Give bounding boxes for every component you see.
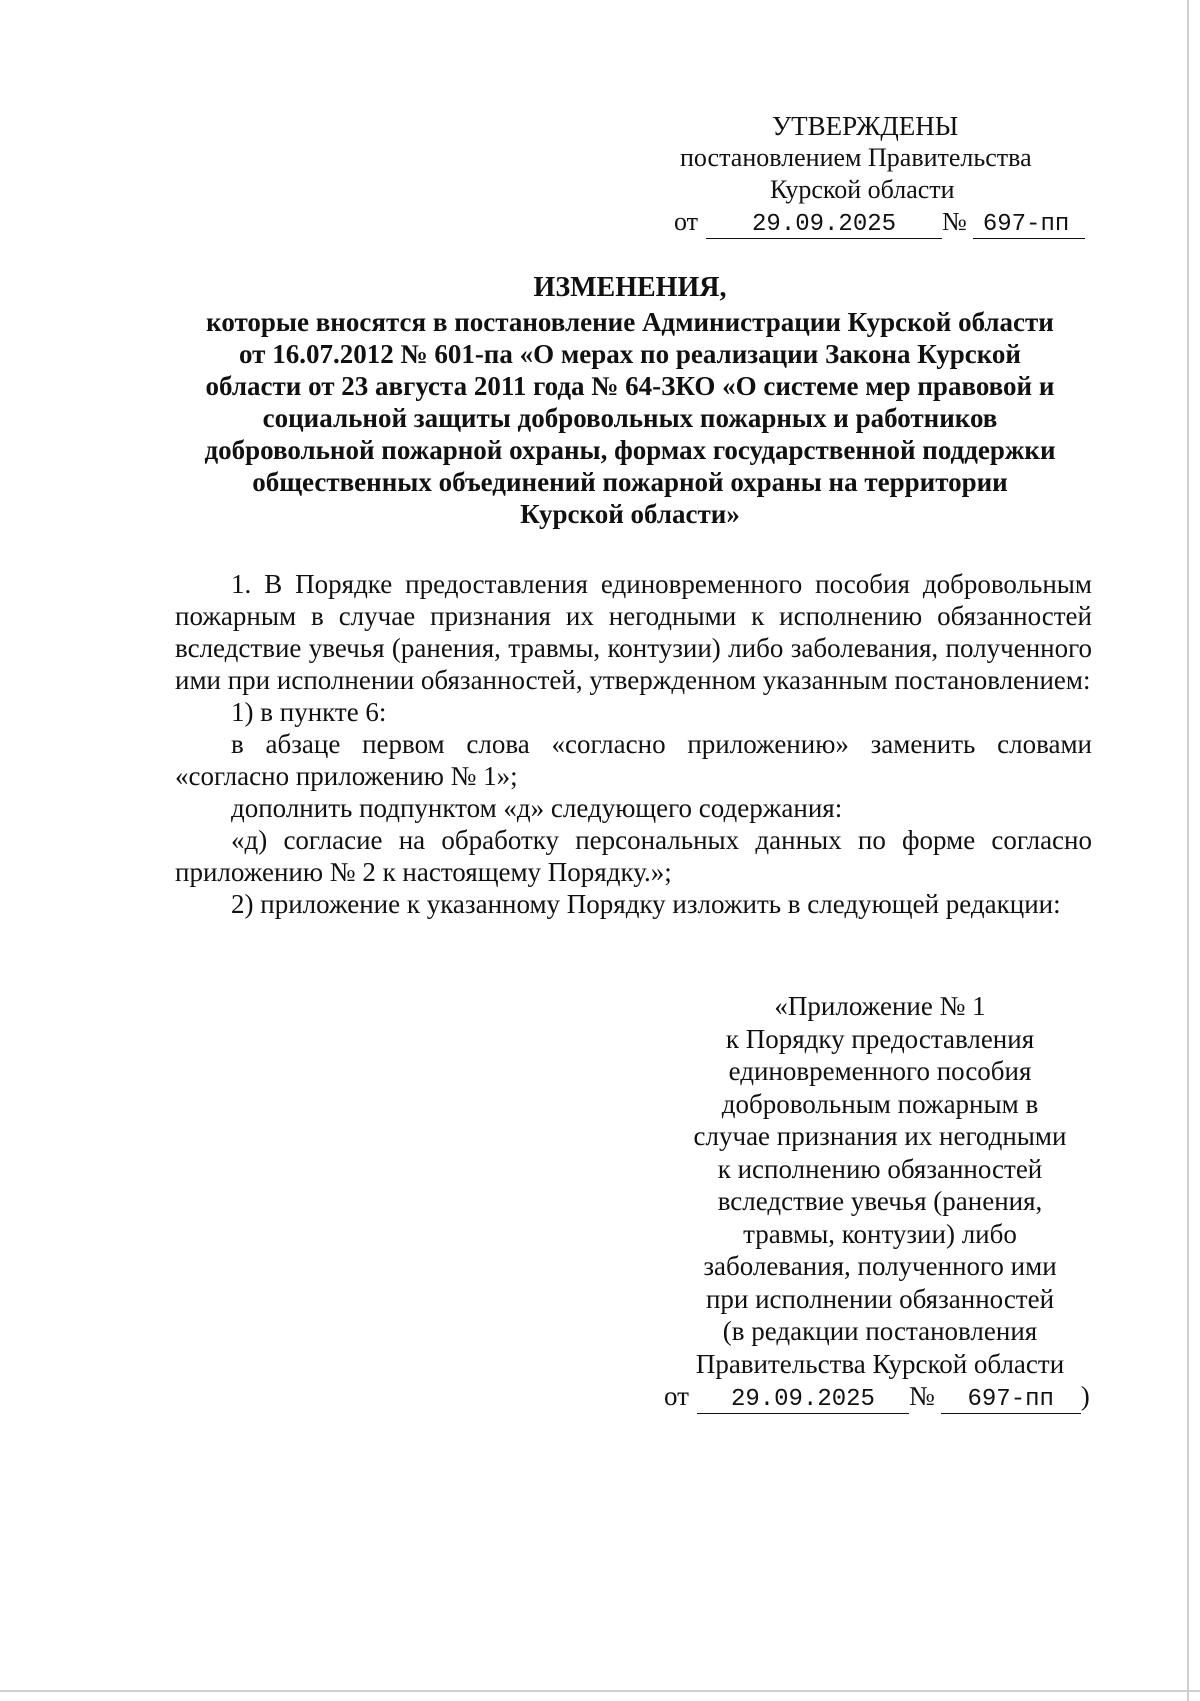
annex-closing-paren: ): [1080, 1381, 1090, 1411]
annex-line: заболевания, полученного ими: [703, 1251, 1057, 1281]
annex-line: вследствие увечья (ранения,: [717, 1186, 1043, 1216]
paragraph-6: 2) приложение к указанному Порядку изложить в следующей редакции:: [231, 889, 1061, 919]
annex-line: (в редакции постановления: [722, 1316, 1038, 1346]
heading-line: которые вносятся в постановление Администрации Курской области: [206, 307, 1054, 337]
annex-line: к Порядку предоставления: [725, 1023, 1035, 1054]
approval-from-label: от: [674, 207, 699, 236]
annex-from-label: от: [664, 1381, 689, 1411]
scan-edge-bottom: [0, 1690, 1200, 1692]
paragraph-3: в абзаце первом слова «согласно приложению» заменить словами «согласно приложению № 1»;: [175, 729, 1092, 791]
annex-line: «Приложение № 1: [774, 991, 986, 1021]
heading-line: области от 23 августа 2011 года № 64-ЗКО «О системе мер правовой и: [205, 371, 1055, 401]
paragraph-2: 1) в пункте 6:: [231, 697, 387, 727]
annex-number: 697-пп: [941, 1387, 1081, 1414]
paragraph-1: 1. В Порядке предоставления единовременного пособия добровольным пожарным в случае признания их негодными к исполнению обязанностей вследствие увечья (ранения, травмы, контузии) либо заболевания, полученного ими при исполнении обязанностей, утвержденном указанным постановлением:: [175, 569, 1092, 695]
approval-block: [640, 110, 1080, 239]
approval-line-3: Курской области: [770, 175, 955, 204]
scan-edge-right: [1187, 0, 1189, 1701]
heading-line: Курской области»: [520, 499, 740, 529]
approval-number: 697-пп: [973, 212, 1085, 239]
approval-line-2: постановлением Правительства: [680, 143, 1032, 172]
annex-header: [660, 990, 1100, 1414]
annex-date: 29.09.2025: [697, 1387, 909, 1414]
annex-line: добровольным пожарным в: [721, 1088, 1039, 1119]
paragraph-4: дополнить подпунктом «д» следующего содержания:: [231, 793, 843, 823]
annex-line: травмы, контузии) либо: [743, 1218, 1017, 1249]
annex-line: единовременного пособия: [728, 1056, 1032, 1086]
annex-line: к исполнению обязанностей: [717, 1153, 1043, 1184]
heading-title: ИЗМЕНЕНИЯ,: [533, 272, 727, 303]
heading-line: от 16.07.2012 № 601-па «О мерах по реализации Закона Курской: [239, 339, 1021, 369]
heading-line: социальной защиты добровольных пожарных и работников: [262, 403, 998, 433]
paragraph-5: «д) согласие на обработку персональных данных по форме согласно приложению № 2 к настоящему Порядку.»;: [175, 825, 1092, 887]
annex-line: при исполнении обязанностей: [705, 1283, 1055, 1314]
annex-number-label: №: [908, 1381, 935, 1411]
heading-line: добровольной пожарной охраны, формах государственной поддержки: [204, 435, 1056, 465]
annex-date-line: [660, 1380, 1100, 1414]
approval-title: УТВЕРЖДЕНЫ: [772, 111, 959, 141]
approval-number-label: №: [942, 207, 967, 236]
heading-line: общественных объединений пожарной охраны на территории: [252, 467, 1008, 497]
document-heading: [150, 272, 1110, 530]
approval-date: 29.09.2025: [706, 212, 942, 239]
annex-line: случае признания их негодными: [693, 1121, 1067, 1151]
annex-line: Правительства Курской области: [695, 1348, 1065, 1379]
approval-date-line: [640, 206, 1080, 239]
document-body: [175, 568, 1092, 920]
